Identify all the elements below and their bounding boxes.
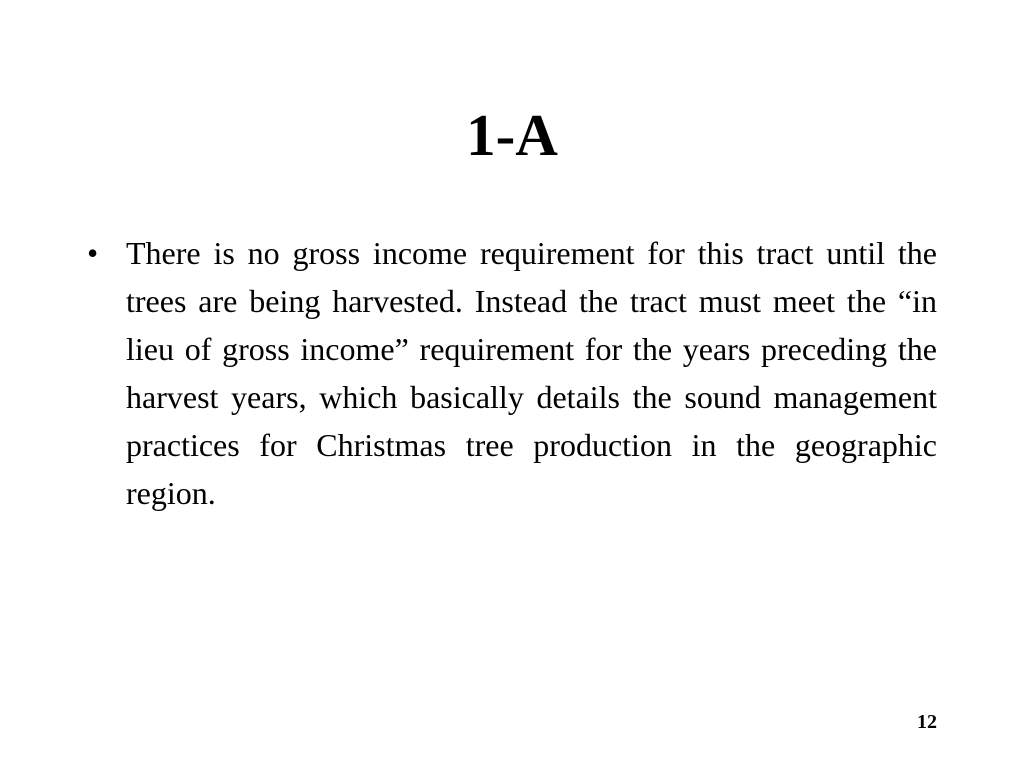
- bullet-icon: •: [87, 235, 99, 271]
- page-number: 12: [917, 711, 937, 733]
- bullet-text: There is no gross income requirement for this tract until the trees are being harvested. Instead the tract must meet the “in lieu of gross income” requirement for the years preceding the harvest years, which basically details the sound management practices for Christmas tree production in the geographic region.: [126, 235, 937, 511]
- bullet-item: [87, 229, 937, 517]
- bullet-list: [87, 229, 937, 517]
- slide-title: 1-A: [466, 102, 558, 168]
